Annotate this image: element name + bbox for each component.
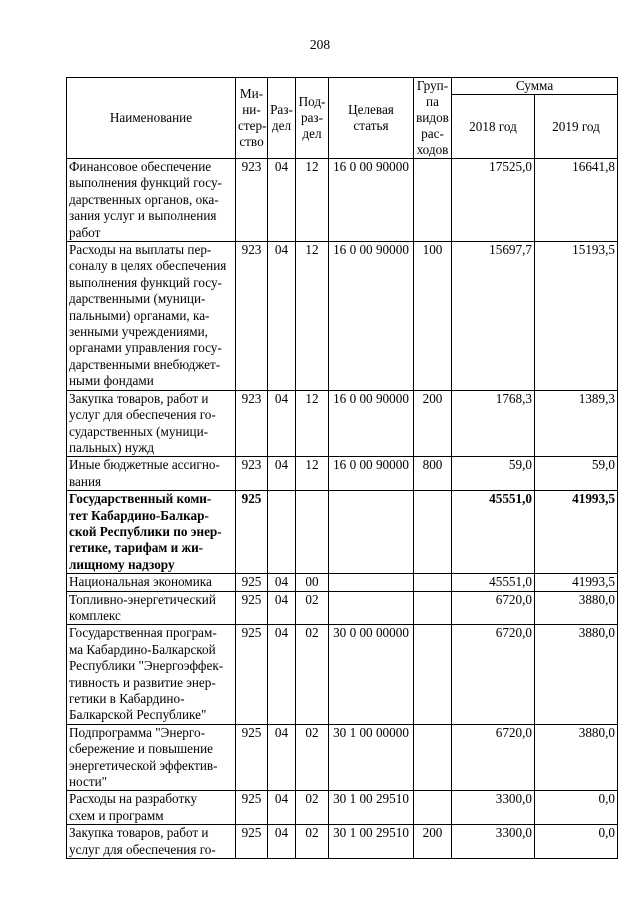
row-expense-group xyxy=(414,574,452,591)
row-ministry: 925 xyxy=(236,574,268,591)
row-section: 04 xyxy=(268,591,296,625)
row-subsection: 00 xyxy=(296,574,329,591)
header-target-article: Целевая статья xyxy=(329,78,414,159)
header-year-2019: 2019 год xyxy=(535,95,618,159)
row-subsection: 02 xyxy=(296,791,329,825)
row-expense-group: 200 xyxy=(414,390,452,457)
row-amount-2019: 0,0 xyxy=(535,791,618,825)
row-target-article xyxy=(329,574,414,591)
row-name: Расходы на выплаты пер- соналу в целях обеспечения выполнения функций госу- дарственными (муници- пальными) органами, ка- зенными учреждениями, органами управления госу- дарственными внебюджет- ными фондами xyxy=(67,242,236,391)
table-row xyxy=(67,242,618,391)
table-row xyxy=(67,159,618,242)
budget-table xyxy=(66,77,618,859)
table-row xyxy=(67,791,618,825)
row-subsection: 02 xyxy=(296,625,329,724)
row-amount-2019: 1389,3 xyxy=(535,390,618,457)
row-target-article: 16 0 00 90000 xyxy=(329,159,414,242)
header-year-2018: 2018 год xyxy=(452,95,535,159)
header-expense-group: Груп- па видов рас- ходов xyxy=(414,78,452,159)
row-section: 04 xyxy=(268,625,296,724)
row-ministry: 925 xyxy=(236,825,268,859)
row-expense-group: 200 xyxy=(414,825,452,859)
row-amount-2018: 6720,0 xyxy=(452,591,535,625)
table-row xyxy=(67,825,618,859)
row-subsection: 12 xyxy=(296,390,329,457)
row-name: Финансовое обеспечение выполнения функций госу- дарственных органов, ока- зания услуг и выполнения работ xyxy=(67,159,236,242)
row-amount-2019: 3880,0 xyxy=(535,625,618,724)
row-expense-group xyxy=(414,591,452,625)
row-amount-2018: 3300,0 xyxy=(452,825,535,859)
row-expense-group: 800 xyxy=(414,457,452,491)
row-name: Государственная програм- ма Кабардино-Балкарской Республики "Энергоэффек- тивность и развитие энер- гетики в Кабардино- Балкарской Республике" xyxy=(67,625,236,724)
row-section: 04 xyxy=(268,159,296,242)
row-amount-2018: 6720,0 xyxy=(452,724,535,791)
row-name: Государственный коми- тет Кабардино-Балкар- ской Республики по энер- гетике, тарифам и жи- лищному надзору xyxy=(67,491,236,574)
row-subsection xyxy=(296,491,329,574)
table-row xyxy=(67,625,618,724)
row-ministry: 925 xyxy=(236,491,268,574)
row-target-article: 30 1 00 29510 xyxy=(329,825,414,859)
row-amount-2019: 15193,5 xyxy=(535,242,618,391)
row-target-article: 16 0 00 90000 xyxy=(329,457,414,491)
row-subsection: 12 xyxy=(296,457,329,491)
row-expense-group xyxy=(414,159,452,242)
row-target-article: 16 0 00 90000 xyxy=(329,390,414,457)
row-ministry: 923 xyxy=(236,390,268,457)
table-row xyxy=(67,574,618,591)
row-amount-2018: 6720,0 xyxy=(452,625,535,724)
row-expense-group xyxy=(414,724,452,791)
row-section xyxy=(268,491,296,574)
row-amount-2018: 45551,0 xyxy=(452,491,535,574)
row-amount-2019: 3880,0 xyxy=(535,724,618,791)
row-section: 04 xyxy=(268,825,296,859)
row-amount-2018: 15697,7 xyxy=(452,242,535,391)
row-section: 04 xyxy=(268,242,296,391)
row-subsection: 12 xyxy=(296,242,329,391)
table-header xyxy=(67,78,618,159)
row-subsection: 02 xyxy=(296,724,329,791)
row-name: Закупка товаров, работ и услуг для обеспечения го- сударственных (муници- пальных) нужд xyxy=(67,390,236,457)
row-amount-2019: 16641,8 xyxy=(535,159,618,242)
row-section: 04 xyxy=(268,457,296,491)
table-row xyxy=(67,457,618,491)
row-subsection: 12 xyxy=(296,159,329,242)
row-amount-2018: 1768,3 xyxy=(452,390,535,457)
table-body xyxy=(67,159,618,859)
row-target-article: 30 1 00 00000 xyxy=(329,724,414,791)
header-section: Раз- дел xyxy=(268,78,296,159)
row-section: 04 xyxy=(268,574,296,591)
row-subsection: 02 xyxy=(296,825,329,859)
row-target-article xyxy=(329,591,414,625)
row-amount-2018: 59,0 xyxy=(452,457,535,491)
table-row xyxy=(67,591,618,625)
row-ministry: 925 xyxy=(236,625,268,724)
row-amount-2018: 3300,0 xyxy=(452,791,535,825)
row-name: Расходы на разработку схем и программ xyxy=(67,791,236,825)
row-ministry: 923 xyxy=(236,159,268,242)
table-row xyxy=(67,724,618,791)
row-name: Иные бюджетные ассигно- вания xyxy=(67,457,236,491)
row-amount-2018: 45551,0 xyxy=(452,574,535,591)
header-name: Наименование xyxy=(67,78,236,159)
row-target-article: 30 1 00 29510 xyxy=(329,791,414,825)
row-amount-2019: 41993,5 xyxy=(535,574,618,591)
header-sum: Сумма xyxy=(452,78,618,95)
row-ministry: 925 xyxy=(236,724,268,791)
row-section: 04 xyxy=(268,724,296,791)
row-amount-2019: 59,0 xyxy=(535,457,618,491)
row-ministry: 925 xyxy=(236,791,268,825)
row-expense-group xyxy=(414,791,452,825)
page-number: 208 xyxy=(309,37,331,52)
row-amount-2019: 0,0 xyxy=(535,825,618,859)
row-name: Национальная экономика xyxy=(67,574,236,591)
table-row xyxy=(67,390,618,457)
row-name: Топливно-энергетический комплекс xyxy=(67,591,236,625)
row-name: Подпрограмма "Энерго- сбережение и повышение энергетической эффектив- ности" xyxy=(67,724,236,791)
header-subsection: Под- раз- дел xyxy=(296,78,329,159)
row-section: 04 xyxy=(268,390,296,457)
row-expense-group: 100 xyxy=(414,242,452,391)
row-target-article: 30 0 00 00000 xyxy=(329,625,414,724)
row-subsection: 02 xyxy=(296,591,329,625)
row-amount-2018: 17525,0 xyxy=(452,159,535,242)
row-target-article: 16 0 00 90000 xyxy=(329,242,414,391)
row-expense-group xyxy=(414,491,452,574)
row-name: Закупка товаров, работ и услуг для обеспечения го- xyxy=(67,825,236,859)
table-row xyxy=(67,491,618,574)
row-amount-2019: 3880,0 xyxy=(535,591,618,625)
row-expense-group xyxy=(414,625,452,724)
row-ministry: 925 xyxy=(236,591,268,625)
header-ministry: Ми- ни- стер- ство xyxy=(236,78,268,159)
row-amount-2019: 41993,5 xyxy=(535,491,618,574)
row-section: 04 xyxy=(268,791,296,825)
row-ministry: 923 xyxy=(236,457,268,491)
row-target-article xyxy=(329,491,414,574)
row-ministry: 923 xyxy=(236,242,268,391)
